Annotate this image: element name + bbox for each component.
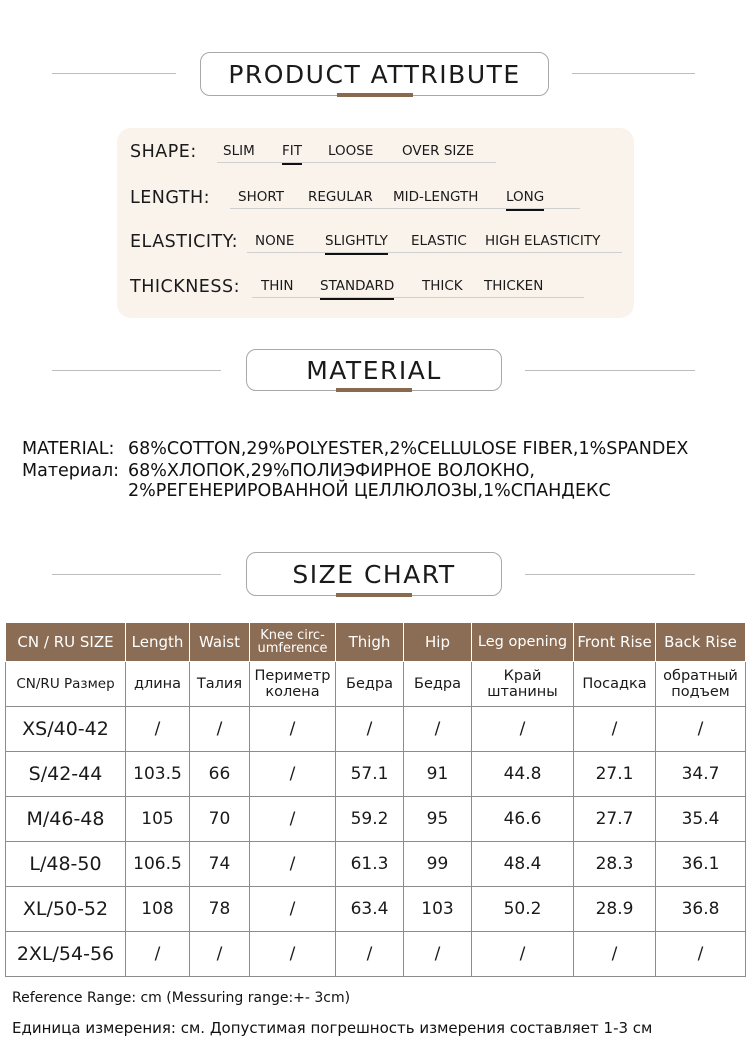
- table-cell: /: [250, 797, 336, 842]
- column-header-leg-opening: Leg opening: [472, 623, 574, 662]
- table-row: [6, 932, 746, 977]
- table-cell: /: [336, 932, 404, 977]
- table-cell: /: [250, 752, 336, 797]
- table-cell: 103: [404, 887, 472, 932]
- size-label-cell: XS/40-42: [6, 707, 126, 752]
- table-cell: 70: [190, 797, 250, 842]
- table-row: [6, 707, 746, 752]
- table-row: [6, 887, 746, 932]
- table-cell: 105: [126, 797, 190, 842]
- table-row: [6, 797, 746, 842]
- attribute-option-selected: SLIGHTLY: [325, 233, 388, 249]
- column-header-ru: обратный подъем: [656, 662, 746, 707]
- table-cell: /: [472, 932, 574, 977]
- table-cell: /: [190, 932, 250, 977]
- attribute-option: SLIM: [223, 143, 255, 159]
- column-header-waist: Waist: [190, 623, 250, 662]
- column-header-ru: Бедра: [404, 662, 472, 707]
- table-cell: /: [472, 707, 574, 752]
- table-cell: 48.4: [472, 842, 574, 887]
- column-header-ru: Талия: [190, 662, 250, 707]
- accent-bar: [336, 388, 412, 392]
- table-cell: 59.2: [336, 797, 404, 842]
- table-cell: 46.6: [472, 797, 574, 842]
- divider-line: [52, 574, 221, 575]
- size-label-cell: S/42-44: [6, 752, 126, 797]
- column-header-length: Length: [126, 623, 190, 662]
- table-cell: /: [126, 707, 190, 752]
- table-cell: 36.1: [656, 842, 746, 887]
- size-label-cell: 2XL/54-56: [6, 932, 126, 977]
- column-header-ru: длина: [126, 662, 190, 707]
- table-cell: 27.1: [574, 752, 656, 797]
- attribute-option-selected: LONG: [506, 189, 545, 205]
- size-label-cell: M/46-48: [6, 797, 126, 842]
- section-title-text: SIZE CHART: [292, 559, 456, 589]
- attribute-option: THICK: [422, 278, 463, 294]
- column-header-ru: Бедра: [336, 662, 404, 707]
- section-title-text: MATERIAL: [306, 355, 442, 385]
- table-header-row-ru: [6, 662, 746, 707]
- material-en-label: MATERIAL:: [22, 439, 115, 459]
- column-header-ru: CN/RU Размер: [6, 662, 126, 707]
- table-cell: 66: [190, 752, 250, 797]
- note-en: Reference Range: cm (Messuring range:+- 3cm): [12, 990, 351, 1006]
- material-en-value: 68%COTTON,29%POLYESTER,2%CELLULOSE FIBER,1%SPANDEX: [128, 439, 689, 459]
- column-header-ru: Периметр колена: [250, 662, 336, 707]
- table-cell: 74: [190, 842, 250, 887]
- table-cell: 28.9: [574, 887, 656, 932]
- table-cell: 44.8: [472, 752, 574, 797]
- attribute-option: LOOSE: [328, 143, 374, 159]
- table-cell: 99: [404, 842, 472, 887]
- material-ru-value-2: 2%РЕГЕНЕРИРОВАННОЙ ЦЕЛЛЮЛОЗЫ,1%СПАНДЕКС: [128, 481, 611, 501]
- table-cell: /: [404, 932, 472, 977]
- attribute-option: OVER SIZE: [402, 143, 475, 159]
- column-header-knee: Knee circ- umference: [250, 623, 336, 662]
- column-header-front-rise: Front Rise: [574, 623, 656, 662]
- material-ru-label: Материал:: [22, 461, 120, 481]
- attribute-label: THICKNESS:: [130, 277, 240, 297]
- table-cell: 27.7: [574, 797, 656, 842]
- table-cell: /: [336, 707, 404, 752]
- accent-bar: [336, 593, 412, 597]
- table-cell: /: [250, 887, 336, 932]
- attribute-option: SHORT: [238, 189, 284, 205]
- attribute-option: THIN: [261, 278, 294, 294]
- table-header-row: [6, 623, 746, 662]
- size-label-cell: L/48-50: [6, 842, 126, 887]
- divider-line: [525, 370, 695, 371]
- table-cell: /: [250, 842, 336, 887]
- divider-line: [52, 370, 221, 371]
- table-row: [6, 752, 746, 797]
- table-cell: 57.1: [336, 752, 404, 797]
- accent-bar: [337, 93, 413, 97]
- attribute-option: MID-LENGTH: [393, 189, 479, 205]
- table-cell: 50.2: [472, 887, 574, 932]
- attribute-rule: [217, 162, 496, 163]
- section-title-material: [246, 349, 502, 391]
- table-row: [6, 842, 746, 887]
- table-cell: 36.8: [656, 887, 746, 932]
- table-cell: /: [250, 932, 336, 977]
- column-header-size: CN / RU SIZE: [6, 623, 126, 662]
- table-cell: /: [574, 707, 656, 752]
- table-cell: 28.3: [574, 842, 656, 887]
- column-header-back-rise: Back Rise: [656, 623, 746, 662]
- attribute-option: REGULAR: [308, 189, 373, 205]
- attribute-rule: [247, 252, 622, 253]
- note-ru: Единица измерения: см. Допустимая погрешность измерения составляет 1-3 см: [12, 1019, 653, 1037]
- divider-line: [572, 73, 695, 74]
- column-header-hip: Hip: [404, 623, 472, 662]
- size-chart-table: [5, 622, 746, 977]
- table-cell: 108: [126, 887, 190, 932]
- attribute-option: THICKEN: [484, 278, 544, 294]
- column-header-thigh: Thigh: [336, 623, 404, 662]
- table-cell: 34.7: [656, 752, 746, 797]
- table-cell: /: [656, 707, 746, 752]
- table-cell: 61.3: [336, 842, 404, 887]
- divider-line: [525, 574, 695, 575]
- attribute-label: ELASTICITY:: [130, 232, 238, 252]
- table-cell: /: [190, 707, 250, 752]
- table-cell: 91: [404, 752, 472, 797]
- attribute-option: ELASTIC: [411, 233, 467, 249]
- table-cell: 63.4: [336, 887, 404, 932]
- divider-line: [52, 73, 176, 74]
- attribute-option-selected: STANDARD: [320, 278, 395, 294]
- table-cell: /: [574, 932, 656, 977]
- column-header-ru: Посадка: [574, 662, 656, 707]
- attribute-option: HIGH ELASTICITY: [485, 233, 601, 249]
- attribute-rule: [252, 297, 584, 298]
- column-header-ru: Край штанины: [472, 662, 574, 707]
- attribute-option-selected: FIT: [282, 143, 302, 159]
- section-title-attributes: [200, 52, 549, 96]
- table-cell: 106.5: [126, 842, 190, 887]
- table-cell: 78: [190, 887, 250, 932]
- attribute-option: NONE: [255, 233, 295, 249]
- table-cell: /: [126, 932, 190, 977]
- material-ru-value-1: 68%ХЛОПОК,29%ПОЛИЭФИРНОЕ ВОЛОКНО,: [128, 461, 535, 481]
- section-title-text: PRODUCT ATTRIBUTE: [228, 59, 521, 89]
- table-cell: /: [250, 707, 336, 752]
- table-cell: 103.5: [126, 752, 190, 797]
- attribute-label: SHAPE:: [130, 142, 197, 162]
- attribute-panel: [117, 128, 634, 318]
- size-label-cell: XL/50-52: [6, 887, 126, 932]
- section-title-size-chart: [246, 552, 502, 596]
- table-cell: 95: [404, 797, 472, 842]
- table-cell: /: [656, 932, 746, 977]
- attribute-rule: [230, 208, 580, 209]
- table-cell: 35.4: [656, 797, 746, 842]
- table-cell: /: [404, 707, 472, 752]
- attribute-label: LENGTH:: [130, 188, 211, 208]
